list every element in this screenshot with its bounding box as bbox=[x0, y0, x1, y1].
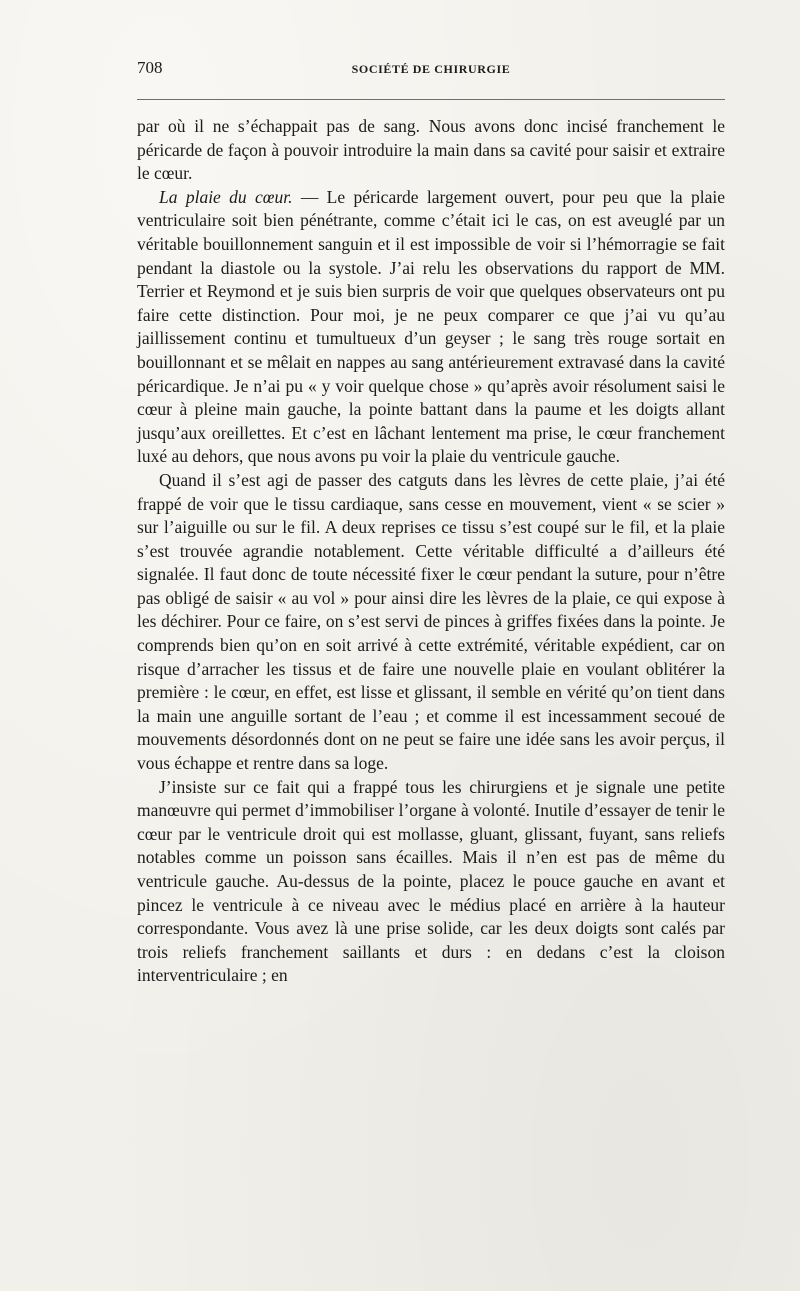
body-text bbox=[137, 115, 725, 988]
running-head: SOCIÉTÉ DE CHIRURGIE bbox=[351, 62, 511, 76]
page-number: 708 bbox=[137, 58, 163, 77]
header-rule bbox=[137, 99, 725, 100]
paragraph-1: par où il ne s’échappait pas de sang. Nous avons donc incisé franchement le péricarde de façon à pouvoir introduire la main dans sa cavité pour saisir et extraire le cœur. bbox=[137, 116, 725, 184]
section-heading-plaie-du-coeur: La plaie du cœur. bbox=[159, 186, 293, 207]
page-header bbox=[137, 58, 725, 84]
paragraph-4: J’insiste sur ce fait qui a frappé tous les chirurgiens et je signale une petite manœuvre qui permet d’immobiliser l’organe à volonté. Inutile d’essayer de tenir le cœur par le ventricule droit qui est mollasse, gluant, glissant, fuyant, sans reliefs notables comme un poisson sans écailles. Mais il n’en est pas de même du ventricule gauche. Au-dessus de la pointe, placez le pouce gauche en avant et pincez le ventricule à ce niveau avec le médius placé en arrière à la hauteur correspondante. Vous avez là une prise solide, car les deux doigts sont calés par trois reliefs franchement saillants et durs : en dedans c’est la cloison interventriculaire ; en bbox=[137, 776, 725, 986]
paragraph-2 bbox=[137, 186, 725, 469]
paragraph-3: Quand il s’est agi de passer des catguts dans les lèvres de cette plaie, j’ai été frappé de voir que le tissu cardiaque, sans cesse en mouvement, vient « se scier » sur l’aiguille ou sur le fil. A deux reprises ce tissu s’est coupé sur le fil, et la plaie s’est trouvée agrandie notablement. Cette véritable difficulté a d’ailleurs été signalée. Il faut donc de toute nécessité fixer le cœur pendant la suture, pour n’être pas obligé de saisir « au vol » pour ainsi dire les lèvres de la plaie, ce qui expose à les déchirer. Pour ce faire, on s’est servi de pinces à griffes fixées dans la pointe. Je comprends bien qu’on en soit arrivé à cette extrémité, véritable expédient, car on risque d’arracher les tissus et de faire une nouvelle plaie en voulant oblitérer la première : le cœur, en effet, est lisse et glissant, il semble en vérité qu’on tient dans la main une anguille sortant de l’eau ; et comme il est incessamment secoué de mouvements désordonnés dont on ne peut se faire une idée sans les avoir perçus, il vous échappe et rentre dans sa loge. bbox=[137, 469, 725, 774]
paragraph-2-text: — Le péricarde largement ouvert, pour peu que la plaie ventriculaire soit bien pénétrante, comme c’était ici le cas, on est aveuglé par un véritable bouillonnement sanguin et il est impossible de voir si l’hémorragie se fait pendant la diastole ou la systole. J’ai relu les observations du rapport de MM. Terrier et Reymond et je suis bien surpris de voir que quelques observateurs ont pu faire cette distinction. Pour moi, je ne peux comparer ce que j’ai vu qu’au jaillissement continu et tumultueux d’un geyser ; le sang très rouge sortait en bouillonnant et se mêlait en nappes au sang antérieurement extravasé dans la cavité péricardique. Je n’ai pu « y voir quelque chose » qu’après avoir résolument saisi le cœur à pleine main gauche, la pointe battant dans la paume et les doigts allant jusqu’aux oreillettes. Et c’est en lâchant lentement ma prise, le cœur franchement luxé au dehors, que nous avons pu voir la plaie du ventricule gauche. bbox=[137, 186, 725, 467]
